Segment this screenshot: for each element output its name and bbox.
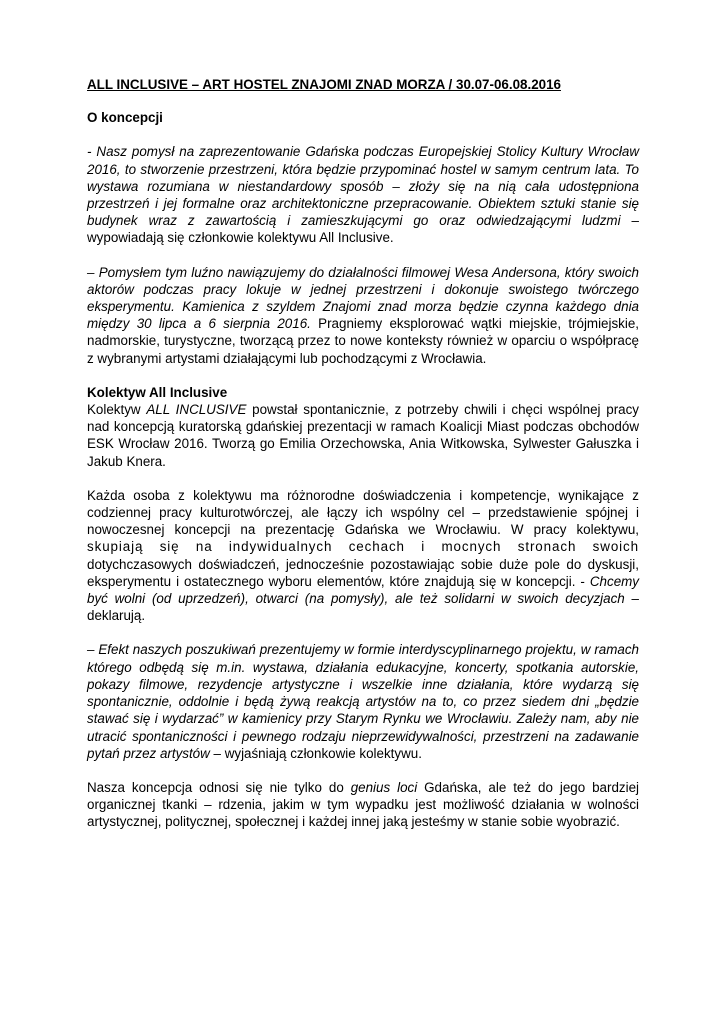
body-text: – deklarują. — [87, 591, 639, 624]
section-heading-concept: O koncepcji — [87, 110, 163, 126]
body-text: Nasza koncepcja odnosi się nie tylko do — [87, 779, 351, 795]
attribution-text: – wyjaśniają członkowie kolektywu. — [209, 745, 422, 761]
quote-text: Chcemy być wolni (od uprzedzeń), otwarci (na pomysły), ale też solidarni w swoich decyzjach — [87, 573, 639, 607]
collective-paragraph-2 — [87, 487, 639, 625]
collective-paragraph-4 — [87, 779, 639, 831]
body-text: dotychczasowych doświadczeń, jednocześnie pozostawiając sobie duże pole do dyskusji, eksperymentu i ostatecznego wyboru elementów, które znajdują się w koncepcji. - — [87, 556, 639, 589]
document-title: ALL INCLUSIVE – ART HOSTEL ZNAJOMI ZNAD MORZA / 30.07-06.08.2016 — [87, 77, 561, 92]
quote-text: – Pomysłem tym luźno nawiązujemy do działalności filmowej Wesa Andersona, który swoich aktorów podczas pracy lokuje w jednej przestrzeni i dokonuje swoistego twórczego eksperymentu. Kamienica z szyldem Znajomi znad morza będzie czynna każdego dnia między 30 lipca a 6 sierpnia 2016. — [87, 264, 639, 332]
body-text: Pragniemy eksplorować wątki miejskie, trójmiejskie, nadmorskie, turystyczne, tworzącą przez to nowe konteksty również w oparciu o współpracę z wybranymi artystami działającymi lub pochodzącymi z Wrocławia. — [87, 316, 640, 366]
concept-paragraph-1 — [87, 143, 639, 246]
body-text: Kolektyw — [87, 402, 147, 418]
collective-paragraph-3 — [87, 641, 639, 761]
quote-text: – Efekt naszych poszukiwań prezentujemy w formie interdyscyplinarnego projektu, w ramach którego odbędą się m.in. wystawa, działania edukacyjne, koncerty, spotkania autorskie, pokazy filmowe, rezydencje artystyczne i wszelkie inne działania, które wydarzą się spontanicznie, oddolnie i będą żywą reakcją artystów na to, co przez siedem dni „będzie stawać się i wydarzać” w kamienicy przy Starym Rynku we Wrocławiu. Zależy nam, aby nie utracić spontaniczności i pewnego rodzaju nieprzewidywalności, przestrzeni na zadawanie pytań przez artystów — [87, 642, 639, 761]
body-text-spaced: skupiają się na indywidualnych cechach i mocnych stronach swoich — [87, 539, 639, 555]
quote-text: - Nasz pomysł na zaprezentowanie Gdańska podczas Europejskiej Stolicy Kultury Wrocław 2016, to stworzenie przestrzeni, która będzie przypominać hostel w samym centrum lata. To wystawa rozumiana w niestandardowy sposób – złoży się na nią cała udostępniona przestrzeń i jej formalne oraz architektoniczne przepracowanie. Obiektem sztuki stanie się budynek wraz z zawartością i zamieszkującymi go oraz odwiedzającymi ludzmi — [87, 144, 639, 229]
body-text: Gdańska, ale też do jego bardziej organicznej tkanki – rdzenia, jakim w tym wypadku jest możliwość działania w wolności artystycznej, politycznej, społecznej i każdej innej jaką jesteśmy w stanie sobie wyobrazić. — [87, 779, 639, 830]
document-page — [87, 76, 639, 831]
emphasis-text: ALL INCLUSIVE — [146, 402, 247, 418]
body-text: powstał spontanicznie, z potrzeby chwili i chęci wspólnej pracy nad koncepcją kuratorską gdańskiej prezentacji w ramach Koalicji Miast podczas obchodów ESK Wrocław 2016. Tworzą go Emilia Orzechowska, Ania Witkowska, Sylwester Gałuszka i Jakub Knera. — [87, 402, 639, 469]
emphasis-text: genius loci — [350, 779, 418, 795]
body-text: Każda osoba z kolektywu ma różnorodne doświadczenia i kompetencje, wynikające z codziennej pracy kulturotwórczej, ale łączy ich wspólny cel – przedstawienie spójnej i nowoczesnej koncepcji na prezentację Gdańska we Wrocławiu. W pracy kolektywu, — [87, 487, 639, 538]
section-heading-collective: Kolektyw All Inclusive — [87, 384, 228, 400]
concept-paragraph-2 — [87, 264, 639, 367]
collective-paragraph-1 — [87, 401, 639, 470]
attribution-text: – wypowiadają się członkowie kolektywu All Inclusive. — [87, 213, 640, 246]
